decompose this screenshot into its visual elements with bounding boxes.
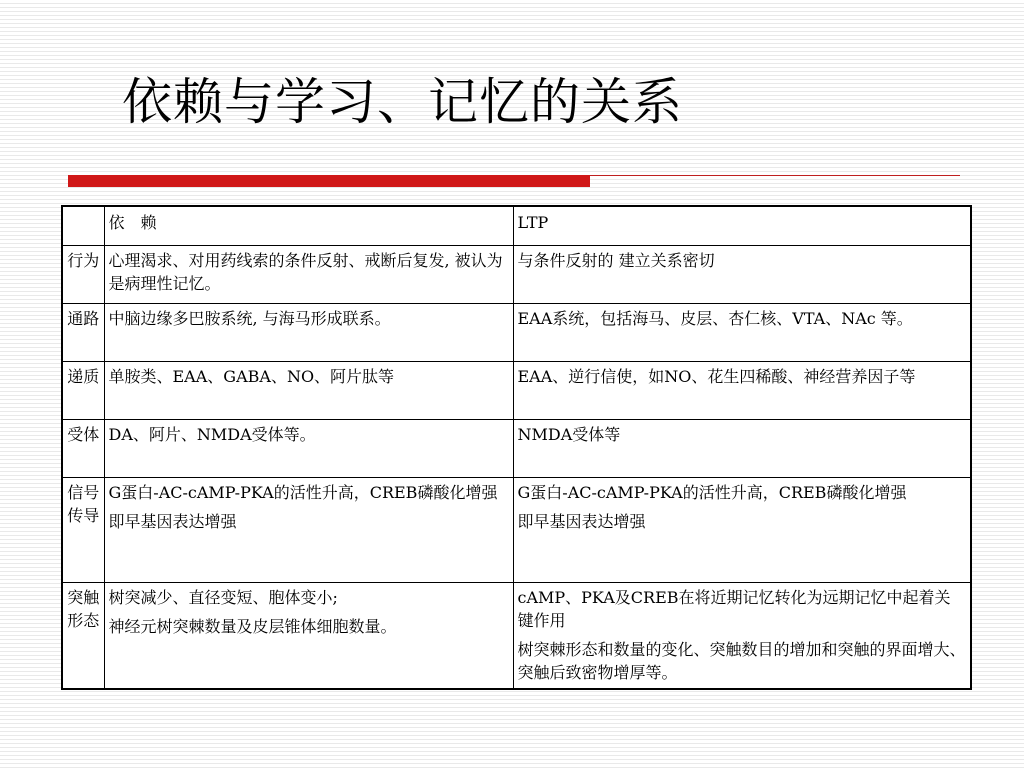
- row-label: 行为: [62, 246, 104, 304]
- row-label: 受体: [62, 420, 104, 478]
- cell-text: 神经元树突棘数量及皮层锥体细胞数量。: [108, 617, 397, 636]
- table-row: [62, 583, 971, 690]
- title-underline-bar: [68, 175, 590, 187]
- table-row: [62, 304, 971, 362]
- dependence-cell: [104, 583, 513, 690]
- table-row: [62, 420, 971, 478]
- cell-text: 单胺类、EAA、GABA、NO、阿片肽等: [108, 367, 395, 386]
- title-underline-line: [590, 175, 960, 176]
- cell-text: 与条件反射的 建立关系密切: [517, 251, 715, 270]
- row-label: 信号传导: [62, 478, 104, 583]
- table-row: [62, 246, 971, 304]
- table-header-row: [62, 206, 971, 246]
- comparison-table: [61, 205, 972, 690]
- table-row: [62, 478, 971, 583]
- header-ltp: LTP: [513, 206, 971, 246]
- cell-text: cAMP、PKA及CREB在将近期记忆转化为远期记忆中起着关键作用: [517, 588, 951, 630]
- ltp-cell: [513, 362, 971, 420]
- slide-title: 依赖与学习、记忆的关系: [122, 73, 683, 131]
- cell-text: 树突减少、直径变短、胞体变小;: [108, 588, 338, 607]
- dependence-cell: [104, 420, 513, 478]
- dependence-cell: [104, 246, 513, 304]
- dependence-cell: [104, 304, 513, 362]
- cell-text: 中脑边缘多巴胺系统, 与海马形成联系。: [108, 309, 391, 328]
- cell-text: EAA、逆行信使，如NO、花生四稀酸、神经营养因子等: [517, 367, 916, 386]
- cell-text: 即早基因表达增强: [517, 512, 646, 531]
- ltp-cell: [513, 583, 971, 690]
- cell-text: 树突棘形态和数量的变化、突触数目的增加和突触的界面增大、突触后致密物增厚等。: [517, 640, 966, 682]
- cell-text: 心理渴求、对用药线索的条件反射、戒断后复发, 被认为是病理性记忆。: [108, 251, 503, 293]
- cell-text: EAA系统，包括海马、皮层、杏仁核、VTA、NAc 等。: [517, 309, 913, 328]
- row-label: 突触形态: [62, 583, 104, 690]
- row-label: 通路: [62, 304, 104, 362]
- ltp-cell: [513, 420, 971, 478]
- header-dependence: 依 赖: [104, 206, 513, 246]
- cell-text: G蛋白-AC-cAMP-PKA的活性升高，CREB磷酸化增强: [108, 483, 498, 502]
- dependence-cell: [104, 362, 513, 420]
- table-row: [62, 362, 971, 420]
- cell-text: NMDA受体等: [517, 425, 621, 444]
- row-label: 递质: [62, 362, 104, 420]
- ltp-cell: [513, 304, 971, 362]
- header-corner-cell: [62, 206, 104, 246]
- cell-text: G蛋白-AC-cAMP-PKA的活性升高，CREB磷酸化增强: [517, 483, 907, 502]
- ltp-cell: [513, 246, 971, 304]
- cell-text: DA、阿片、NMDA受体等。: [108, 425, 316, 444]
- dependence-cell: [104, 478, 513, 583]
- cell-text: 即早基因表达增强: [108, 512, 237, 531]
- ltp-cell: [513, 478, 971, 583]
